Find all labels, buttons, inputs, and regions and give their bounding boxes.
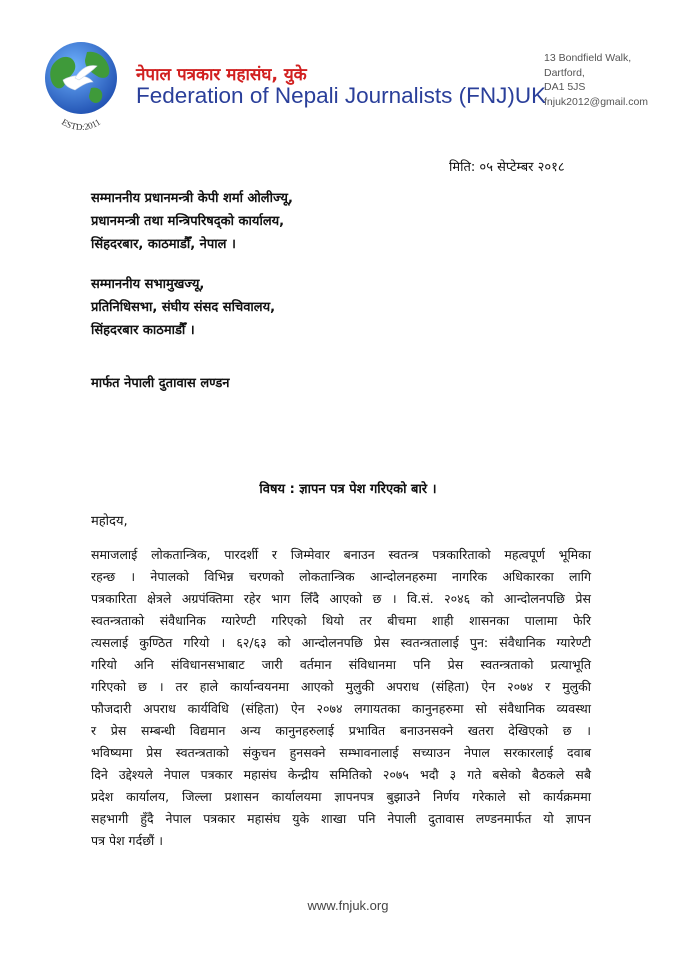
body-line: भविष्यमा प्रेस स्वतन्त्रताको संकुचन हुनसक्ने सम्भावनालाई सच्याउन नेपाल सरकारलाई दवाब xyxy=(91,745,591,760)
body-line: गरिएको छ । तर हाले कार्यान्वयनमा आएको मुलुकी अपराध (संहिता) ऐन २०७४ र मुलुकी xyxy=(91,679,591,694)
letter-date: मिति: ०५ सेप्टेम्बर २०१८ xyxy=(449,160,565,175)
body-line: पत्र पेश गर्दछौं । xyxy=(91,833,163,848)
via-text: मार्फत नेपाली दुतावास लण्डन xyxy=(91,376,230,391)
address-block xyxy=(544,51,648,109)
body-line: र प्रेस सम्बन्धी विद्यमान अन्य कानुनहरुलाई प्रभावित बनाउनसक्ने खतरा देखिएको छ । xyxy=(91,723,591,738)
globe-dove-icon xyxy=(41,40,121,135)
recipient-block-prime-minister xyxy=(91,187,293,256)
address-line: 13 Bondfield Walk, xyxy=(544,52,632,64)
recipient-line: प्रधानमन्त्री तथा मन्त्रिपरिषद्को कार्यालय, xyxy=(91,214,285,229)
body-line: रहन्छ । नेपालको विभिन्न चरणको लोकतान्त्रिक आन्दोलनहरुमा नागरिक अधिकारका लागि xyxy=(91,569,591,584)
body-line: फौजदारी अपराध कार्यविधि (संहिता) ऐन २०७४ लगायतका कानुनहरुमा सो संवैधानिक व्यवस्था xyxy=(91,701,591,716)
body-line: त्यसलाई कुण्ठित गरियो । ६२/६३ को आन्दोलनपछि प्रेस स्वतन्त्रतालाई पुन: संवैधानिक ग्यारेण्टी xyxy=(91,635,591,650)
body-line: सहभागी हुँदै नेपाल पत्रकार महासंघ युके शाखा पनि नेपाली दुतावास लण्डनमार्फत यो ज्ञापन xyxy=(91,811,591,826)
body-line: प्रदेश कार्यालय, जिल्ला प्रशासन कार्यालयमा ज्ञापनपत्र बुझाउने निर्णय गरेकाले सो कार्यक्रममा xyxy=(91,789,591,804)
recipient-block-speaker xyxy=(91,273,275,342)
fnj-logo xyxy=(41,40,121,135)
recipient-line: सम्माननीय सभामुखज्यू, xyxy=(91,277,205,292)
letter-body xyxy=(91,544,591,852)
body-line: समाजलाई लोकतान्त्रिक, पारदर्शी र जिम्मेवार बनाउन स्वतन्त्र पत्रकारिताको महत्वपूर्ण भूमिका xyxy=(91,547,591,562)
address-line: DA1 5JS xyxy=(544,81,586,93)
recipient-line: प्रतिनिधिसभा, संघीय संसद सचिवालय, xyxy=(91,300,276,315)
body-line: दिने उद्देश्यले नेपाल पत्रकार महासंघ केन्द्रीय समितिको २०७५ भदौ ३ गते बसेको बैठकले सबै xyxy=(91,767,591,782)
body-line: गरियो अनि संविधानसभाबाट जारी वर्तमान संविधानमा पनि प्रेस स्वतन्त्रताको प्रत्याभूति xyxy=(91,657,591,672)
org-name-english: Federation of Nepali Journalists (FNJ)UK xyxy=(136,83,547,108)
subject-line: विषय : ज्ञापन पत्र पेश गरिएको बारे । xyxy=(259,482,437,497)
salutation: महोदय, xyxy=(91,514,128,529)
recipient-line: सिंहदरबार, काठमाडौँ, नेपाल । xyxy=(91,237,236,252)
org-name-nepali: नेपाल पत्रकार महासंघ, युके xyxy=(136,65,307,85)
recipient-line: सम्माननीय प्रधानमन्त्री केपी शर्मा ओलीज्यू, xyxy=(91,191,293,206)
recipient-line: सिंहदरबार काठमाडौँ । xyxy=(91,323,195,338)
svg-text:ESTD:2011: ESTD:2011 xyxy=(59,116,103,133)
body-line: पत्रकारिता क्षेत्रले अग्रपंक्तिमा रहेर भाग लिँदै आएको छ । वि.सं. २०४६ को आन्दोलनपछि प्रेस xyxy=(91,591,591,606)
body-line: स्वतन्त्रताको संवैधानिक ग्यारेण्टी गरिएको थियो तर बीचमा शाही शासनका पालामा फेरि xyxy=(91,613,591,628)
email-address[interactable]: fnjuk2012@gmail.com xyxy=(544,95,649,108)
address-line: Dartford, xyxy=(544,66,585,79)
via-line xyxy=(91,372,230,395)
website-link[interactable]: www.fnjuk.org xyxy=(307,898,389,913)
